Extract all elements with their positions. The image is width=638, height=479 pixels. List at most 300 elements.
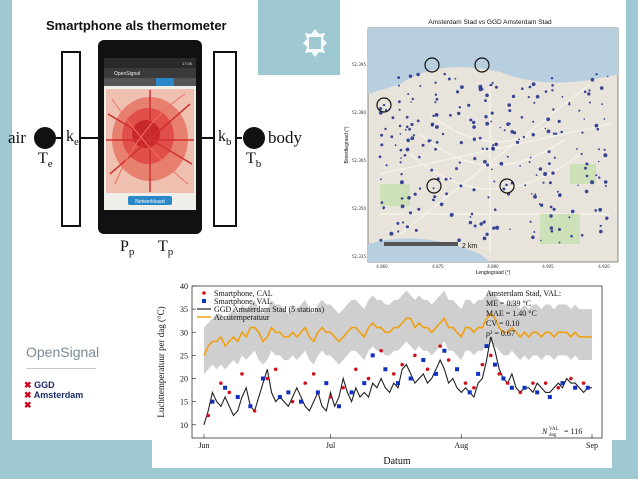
map-dot — [603, 118, 605, 120]
map-dot — [585, 190, 589, 194]
map-dot — [584, 91, 587, 94]
map-dot — [443, 73, 446, 76]
map-dot — [400, 180, 404, 184]
cal-point — [274, 367, 278, 371]
air-node — [34, 127, 56, 149]
phone-app-name: OpenSignal — [114, 71, 141, 77]
map-dot — [460, 85, 464, 89]
sample-count-sup: VAL — [549, 427, 559, 432]
cal-point — [544, 381, 548, 385]
map-dot — [584, 167, 587, 170]
map-dot — [530, 221, 532, 223]
map-dot — [410, 101, 412, 103]
ke-label — [66, 128, 79, 148]
map-dot — [480, 222, 483, 225]
map-dot — [380, 178, 382, 180]
cal-point — [464, 381, 468, 385]
val-point — [324, 381, 328, 385]
val-point — [476, 372, 480, 376]
val-point — [236, 395, 240, 399]
cal-point — [438, 344, 442, 348]
map-dot — [455, 167, 458, 170]
ke-sub: e — [74, 136, 79, 149]
val-point — [383, 367, 387, 371]
map-ytick: 52.395 — [352, 62, 366, 67]
map-dot — [492, 144, 494, 146]
map-dot — [410, 136, 414, 140]
map-dot — [607, 76, 609, 78]
map-dot — [549, 214, 552, 217]
map-dot — [604, 149, 606, 151]
cal-point — [392, 372, 396, 376]
val-point — [261, 377, 265, 381]
y-tick-label: 35 — [180, 305, 188, 315]
cal-point — [312, 372, 316, 376]
val-point — [442, 349, 446, 353]
map-dot — [495, 226, 499, 230]
map-dot — [549, 181, 552, 184]
map-dot — [486, 163, 489, 166]
y-tick-label: 20 — [180, 374, 188, 384]
cal-point — [506, 381, 510, 385]
map-dot — [604, 180, 608, 184]
map-dot — [459, 162, 461, 164]
kb-label — [218, 128, 232, 148]
map-dot — [533, 231, 535, 233]
map-dot — [597, 128, 600, 131]
map-dot — [568, 216, 570, 218]
map-dot — [460, 141, 463, 144]
map-dot — [529, 86, 532, 89]
map-dot — [409, 211, 412, 214]
tb-sub: b — [255, 158, 262, 171]
val-point — [210, 400, 214, 404]
map-dot — [407, 93, 409, 95]
map-dot — [467, 104, 470, 107]
map-dot — [576, 148, 578, 150]
map-dot — [601, 103, 603, 105]
map-dot — [550, 226, 553, 229]
map-dot — [433, 195, 436, 198]
air-label: air — [8, 128, 26, 147]
map-dot — [598, 208, 602, 212]
map-dot — [509, 229, 511, 231]
map-dot — [485, 122, 489, 126]
map-dot — [390, 135, 393, 138]
val-point — [371, 353, 375, 357]
val-point — [468, 390, 472, 394]
map-dot — [395, 144, 397, 146]
map-dot — [528, 96, 530, 98]
map-dot — [379, 107, 382, 110]
map-dot — [536, 95, 540, 99]
map-dot — [533, 102, 535, 104]
map-dot — [457, 112, 460, 115]
map-ylabel: Breedtegraad (°) — [344, 126, 350, 164]
map-ytick: 52.350 — [352, 206, 366, 211]
map-dot — [492, 227, 495, 230]
map-dot — [407, 196, 411, 200]
body-label: body — [268, 128, 302, 147]
map-dot — [530, 157, 532, 159]
map-dot — [471, 213, 474, 216]
map-dot — [397, 76, 400, 79]
cal-point — [341, 386, 345, 390]
map-dot — [386, 164, 388, 166]
map-dot — [598, 176, 600, 178]
map-dot — [491, 168, 493, 170]
map-dot — [578, 110, 580, 112]
map-dot — [545, 128, 547, 130]
map-dot — [379, 155, 382, 158]
map-dot — [555, 133, 557, 135]
y-tick-label: 30 — [180, 328, 188, 338]
right-accent-band — [626, 0, 638, 479]
map-dot — [523, 136, 525, 138]
cal-point — [426, 367, 430, 371]
map-dot — [479, 137, 482, 140]
val-point — [493, 363, 497, 367]
cal-point — [240, 372, 244, 376]
val-point — [510, 386, 514, 390]
map-dot — [418, 156, 421, 159]
ggd-line: ✖ GGD — [24, 380, 55, 390]
stats-line: CV = 0.10 — [486, 319, 520, 328]
map-dot — [389, 232, 393, 236]
map-dot — [399, 109, 401, 111]
map-dot — [558, 120, 561, 123]
cal-point — [569, 377, 573, 381]
government-emblem-logo — [298, 26, 332, 60]
map-dot — [570, 235, 573, 238]
val-point — [286, 390, 290, 394]
map-dot — [548, 162, 551, 165]
stats-line: ME = 0.39 °C — [486, 299, 532, 308]
map-dot — [557, 191, 559, 193]
map-dot — [553, 208, 556, 211]
map-dot — [539, 167, 543, 171]
legend-item: Smartphone, VAL — [214, 297, 272, 306]
tp-sub: p — [167, 246, 174, 259]
map-dot — [412, 98, 414, 100]
pp-sub: p — [128, 246, 135, 259]
map-dot — [409, 75, 412, 78]
cross-icon: ✖ — [24, 380, 32, 390]
legend-cal-marker — [202, 291, 206, 295]
map-dot — [470, 216, 472, 218]
map-dot — [507, 156, 509, 158]
map-dot — [532, 133, 535, 136]
map-dot — [603, 153, 607, 157]
map-dot — [531, 193, 533, 195]
cal-point — [556, 386, 560, 390]
sample-count-sub: dag — [549, 433, 557, 438]
chart-xlabel: Datum — [383, 456, 411, 467]
map-dot — [542, 182, 544, 184]
map-dot — [383, 104, 385, 106]
map-dot — [504, 129, 506, 131]
map-dot — [581, 153, 583, 155]
map-dot — [474, 225, 477, 228]
map-dot — [472, 121, 475, 124]
map-dot — [473, 157, 476, 160]
map-dot — [419, 187, 421, 189]
map-dot — [600, 86, 604, 90]
phone-network-button-label: Netwerkkaart — [135, 199, 165, 205]
ke-symbol: k — [66, 128, 74, 145]
val-point — [337, 404, 341, 408]
ggd-line — [24, 400, 83, 410]
map-dot — [434, 148, 437, 151]
map-dot — [588, 89, 590, 91]
x-tick-label: Aug — [454, 441, 469, 450]
cal-point — [291, 400, 295, 404]
map-dot — [502, 188, 505, 191]
map-dot — [500, 127, 502, 129]
map-dot — [560, 131, 563, 134]
cal-point — [329, 395, 333, 399]
map-dot — [595, 73, 597, 75]
map-dot — [500, 162, 504, 166]
map-dot — [493, 181, 495, 183]
map-dot — [559, 242, 561, 244]
map-dot — [533, 195, 537, 199]
map-dot — [553, 133, 555, 135]
val-point — [548, 395, 552, 399]
map-dot — [571, 210, 575, 214]
x-tick-label: Jul — [325, 441, 336, 450]
map-dot — [594, 209, 597, 212]
map-dot — [430, 140, 432, 142]
map-dot — [605, 185, 607, 187]
map-dot — [434, 82, 436, 84]
map-dot — [483, 237, 487, 241]
map-dot — [381, 201, 384, 204]
map-dot — [483, 160, 487, 164]
val-point — [535, 390, 539, 394]
map-dot — [448, 78, 451, 81]
map-dot — [435, 113, 439, 117]
map-dot — [472, 188, 475, 191]
map-dot — [598, 148, 600, 150]
y-tick-label: 40 — [180, 282, 188, 291]
te-label — [38, 150, 53, 170]
map-dot — [400, 157, 402, 159]
map-dot — [469, 221, 472, 224]
map-xtick: 4.875 — [432, 264, 444, 269]
map-dot — [558, 228, 561, 231]
map-dot — [472, 125, 476, 129]
tp-symbol: T — [158, 238, 168, 255]
amsterdam-sensor-map — [340, 14, 626, 276]
map-dot — [484, 220, 486, 222]
map-dot — [531, 236, 535, 240]
val-point — [501, 377, 505, 381]
map-dot — [402, 221, 404, 223]
map-dot — [435, 125, 439, 129]
map-dot — [459, 184, 462, 187]
phone-nav-bar — [104, 214, 196, 228]
tb-symbol: T — [246, 150, 256, 167]
cal-point — [489, 354, 493, 358]
map-dot — [401, 205, 405, 209]
map-dot — [445, 192, 448, 195]
map-xlabel: Lengtegraad (°) — [475, 270, 511, 276]
map-dot — [512, 95, 515, 98]
map-scale-label: 2 km — [462, 243, 478, 250]
map-dot — [432, 115, 434, 117]
map-dot — [546, 117, 550, 121]
map-dot — [507, 103, 511, 107]
map-dot — [545, 90, 548, 93]
map-dot — [509, 123, 511, 125]
val-point — [455, 367, 459, 371]
val-point — [316, 390, 320, 394]
map-ytick: 52.365 — [352, 158, 366, 163]
body-node — [243, 127, 265, 149]
map-dot — [540, 204, 543, 207]
map-dot — [521, 87, 524, 90]
map-dot — [400, 161, 402, 163]
map-dot — [442, 133, 444, 135]
map-dot — [428, 139, 431, 142]
map-dot — [587, 92, 590, 95]
map-title: Amsterdam Stad vs GGD Amsterdam Stad — [428, 19, 552, 26]
map-dot — [551, 89, 553, 91]
map-dot — [552, 108, 554, 110]
map-dot — [400, 173, 402, 175]
stats-line: ρ² = 0.67 — [486, 329, 515, 338]
kb-sub: b — [226, 136, 232, 149]
phone-heatmap — [106, 89, 194, 193]
map-dot — [581, 132, 583, 134]
map-dot — [492, 148, 495, 151]
cal-point — [447, 358, 451, 362]
cal-point — [253, 409, 257, 413]
map-dot — [586, 175, 589, 178]
map-dot — [494, 208, 497, 211]
cal-point — [497, 372, 501, 376]
kb-symbol: k — [218, 128, 226, 145]
map-dot — [491, 112, 494, 115]
map-dot — [484, 99, 487, 102]
map-dot — [406, 126, 409, 129]
map-dot — [536, 174, 538, 176]
val-point — [299, 400, 303, 404]
cal-point — [367, 377, 371, 381]
map-dot — [554, 157, 556, 159]
map-dot — [485, 233, 488, 236]
map-dot — [431, 124, 434, 127]
stats-line: MAE = 1.40 °C — [486, 309, 537, 318]
map-dot — [445, 178, 448, 181]
val-point — [409, 377, 413, 381]
map-dot — [392, 116, 395, 119]
map-dot — [486, 148, 489, 151]
y-tick-label: 10 — [180, 420, 188, 430]
map-dot — [406, 139, 410, 143]
val-point — [248, 404, 252, 408]
cal-point — [481, 363, 485, 367]
map-dot — [605, 217, 608, 220]
phone-tab-active — [156, 78, 174, 86]
map-dot — [405, 129, 407, 131]
cal-point — [354, 367, 358, 371]
val-point — [362, 381, 366, 385]
cal-point — [472, 386, 476, 390]
val-point — [560, 381, 564, 385]
map-dot — [432, 199, 434, 201]
map-dot — [398, 100, 401, 103]
map-dot — [494, 143, 498, 147]
sample-count-symbol: N — [542, 427, 548, 436]
map-dot — [397, 230, 399, 232]
map-dot — [487, 196, 489, 198]
cal-point — [413, 354, 417, 358]
map-dot — [380, 134, 383, 137]
chart-ylabel: Luchttemperatuur per dag (°C) — [156, 306, 166, 418]
map-dot — [577, 185, 579, 187]
map-dot — [384, 128, 386, 130]
map-dot — [417, 208, 420, 211]
map-xtick: 4.905 — [542, 264, 554, 269]
slide-title: Smartphone als thermometer — [46, 18, 227, 33]
map-dot — [492, 82, 494, 84]
map-dot — [551, 84, 554, 87]
map-dot — [404, 154, 407, 157]
map-dot — [485, 94, 489, 98]
cal-point — [400, 363, 404, 367]
phone-status-time: 17:06 — [181, 61, 192, 66]
map-dot — [417, 120, 420, 123]
map-dot — [450, 213, 454, 217]
tb-label — [246, 150, 261, 170]
val-point — [278, 395, 282, 399]
map-dot — [551, 77, 553, 79]
map-dot — [406, 116, 409, 119]
map-dot — [450, 178, 452, 180]
map-dot — [430, 169, 433, 172]
val-point — [350, 390, 354, 394]
map-dot — [435, 94, 437, 96]
val-point — [421, 358, 425, 362]
map-dot — [400, 133, 402, 135]
map-dot — [434, 101, 436, 103]
map-dot — [398, 85, 400, 87]
ggd-line: ✖ Amsterdam — [24, 390, 84, 400]
cal-point — [379, 349, 383, 353]
cal-point — [303, 381, 307, 385]
map-xtick: 4.860 — [376, 264, 388, 269]
map-dot — [400, 149, 403, 152]
map-dot — [406, 225, 409, 228]
map-dot — [519, 165, 521, 167]
map-dot — [410, 123, 413, 126]
map-dot — [422, 144, 425, 147]
cross-icon: ✖ — [24, 390, 32, 400]
map-dot — [484, 115, 487, 118]
val-point — [586, 386, 590, 390]
map-dot — [399, 125, 402, 128]
map-dot — [482, 148, 484, 150]
map-dot — [581, 234, 584, 237]
map-dot — [510, 130, 514, 134]
cal-point — [228, 391, 232, 395]
phone-tabs — [104, 78, 196, 86]
map-dot — [562, 96, 564, 98]
map-dot — [543, 172, 547, 176]
map-dot — [440, 203, 444, 207]
